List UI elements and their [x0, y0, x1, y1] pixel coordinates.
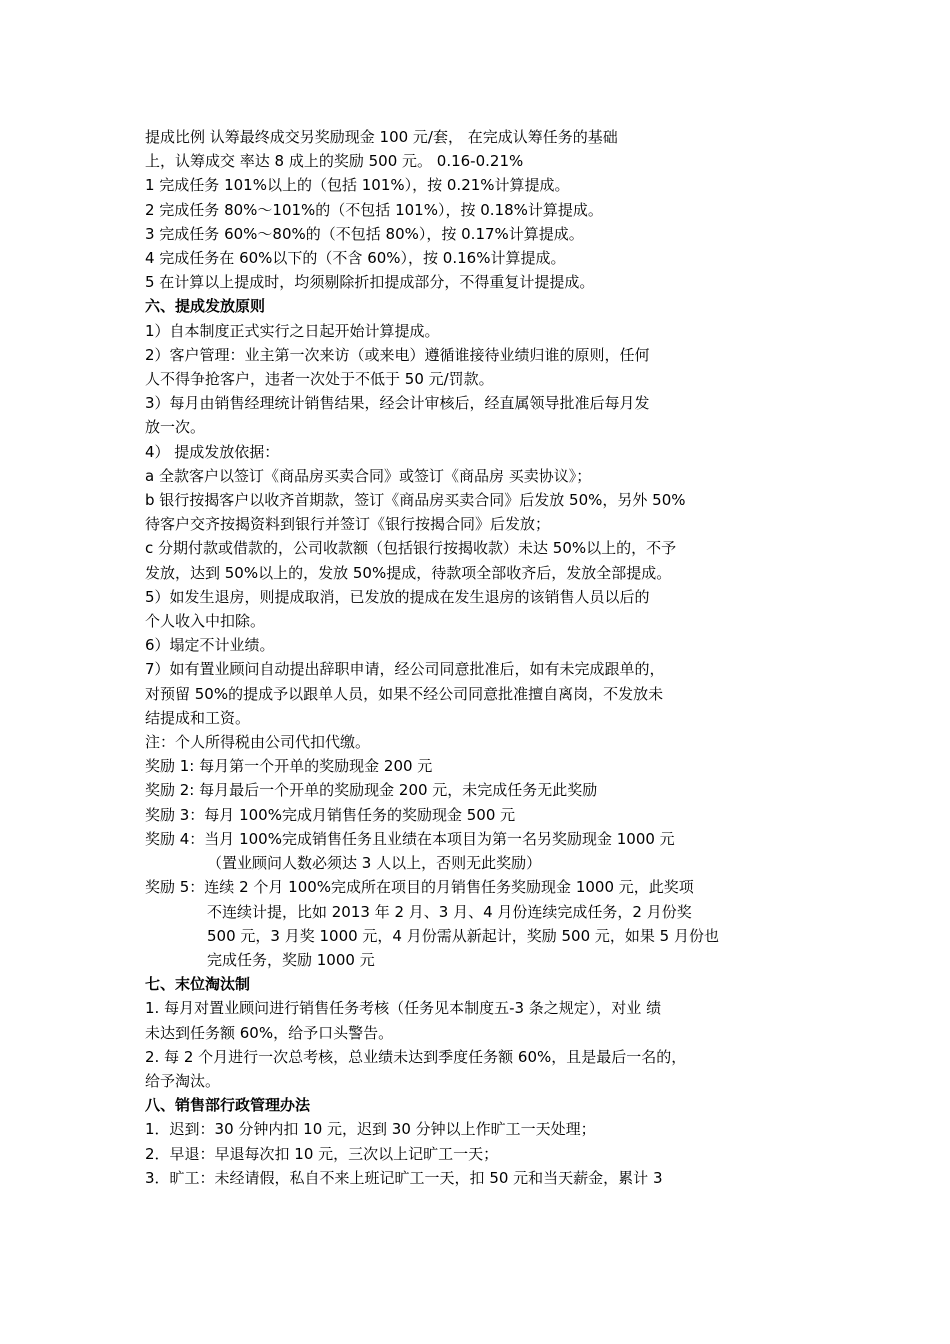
rule-2-cont: 人不得争抢客户，违者一次处于不低于 50 元/罚款。	[145, 370, 494, 389]
rule-3-cont: 放一次。	[145, 418, 206, 437]
reward-4: 奖励 4：当月 100%完成销售任务且业绩在本项目为第一名另奖励现金 1000 元	[145, 829, 675, 848]
rule-1: 1）自本制度正式实行之日起开始计算提成。	[145, 321, 440, 340]
admin-late: 1．迟到：30 分钟内扣 10 元，迟到 30 分钟以上作旷工一天处理；	[145, 1120, 596, 1139]
tier-2: 2 完成任务 80%～101%的（不包括 101%），按 0.18%计算提成。	[145, 200, 603, 219]
tier-4: 4 完成任务在 60%以下的（不含 60%），按 0.16%计算提成。	[145, 249, 566, 268]
rule-4: 4） 提成发放依据：	[145, 442, 280, 461]
reward-5-cont-3: 完成任务，奖励 1000 元	[207, 950, 375, 969]
reward-2: 奖励 2: 每月最后一个开单的奖励现金 200 元，未完成任务无此奖励	[145, 781, 598, 800]
rule-4-a: a 全款客户以签订《商品房买卖合同》或签订《商品房 买卖协议》；	[145, 466, 592, 485]
section-heading-6: 六、提成发放原则	[145, 297, 266, 316]
elimination-2: 2. 每 2 个月进行一次总考核，总业绩未达到季度任务额 60%，且是最后一名的，	[145, 1047, 687, 1066]
tier-3: 3 完成任务 60%～80%的（不包括 80%），按 0.17%计算提成。	[145, 224, 584, 243]
admin-early-leave: 2．早退：早退每次扣 10 元，三次以上记旷工一天；	[145, 1144, 499, 1163]
tier-1: 1 完成任务 101%以上的（包括 101%），按 0.21%计算提成。	[145, 176, 570, 195]
rule-3: 3）每月由销售经理统计销售结果，经会计审核后，经直属领导批准后每月发	[145, 394, 650, 413]
rule-4-b-cont: 待客户交齐按揭资料到银行并签订《银行按揭合同》后发放；	[145, 515, 551, 534]
reward-5: 奖励 5：连续 2 个月 100%完成所在项目的月销售任务奖励现金 1000 元，此奖项	[145, 878, 694, 897]
reward-1: 奖励 1: 每月第一个开单的奖励现金 200 元	[145, 757, 433, 776]
reward-5-cont-2: 500 元，3 月奖 1000 元，4 月份需从新起计，奖励 500 元，如果 5 月份也	[207, 926, 719, 945]
section-heading-7: 七、末位淘汰制	[145, 975, 251, 994]
rule-6: 6）塌定不计业绩。	[145, 636, 275, 655]
elimination-2-cont: 给予淘汰。	[145, 1071, 221, 1090]
commission-ratio-line-cont: 上，认筹成交 率达 8 成上的奖励 500 元。 0.16-0.21%	[145, 152, 524, 171]
reward-5-cont-1: 不连续计提，比如 2013 年 2 月、3 月、4 月份连续完成任务，2 月份奖	[207, 902, 692, 921]
rule-4-c: c 分期付款或借款的，公司收款额（包括银行按揭收款）未达 50%以上的，不予	[145, 539, 677, 558]
rule-5: 5）如发生退房，则提成取消，已发放的提成在发生退房的该销售人员以后的	[145, 587, 650, 606]
tax-note: 注：个人所得税由公司代扣代缴。	[145, 733, 371, 752]
rule-2: 2）客户管理：业主第一次来访（或来电）遵循谁接待业绩归谁的原则，任何	[145, 345, 650, 364]
rule-4-b: b 银行按揭客户以收齐首期款，签订《商品房买卖合同》后发放 50%，另外 50%	[145, 491, 686, 510]
tier-5: 5 在计算以上提成时，均须剔除折扣提成部分，不得重复计提提成。	[145, 273, 595, 292]
admin-absence: 3．旷工：未经请假，私自不来上班记旷工一天，扣 50 元和当天薪金，累计 3	[145, 1168, 663, 1187]
commission-ratio-line: 提成比例 认筹最终成交另奖励现金 100 元/套， 在完成认筹任务的基础	[145, 128, 618, 146]
rule-7-cont-2: 结提成和工资。	[145, 708, 251, 727]
elimination-1-cont: 未达到任务额 60%，给予口头警告。	[145, 1023, 394, 1042]
rule-5-cont: 个人收入中扣除。	[145, 612, 266, 631]
reward-3: 奖励 3：每月 100%完成月销售任务的奖励现金 500 元	[145, 805, 516, 824]
elimination-1: 1. 每月对置业顾问进行销售任务考核（任务见本制度五-3 条之规定），对业 绩	[145, 999, 662, 1018]
rule-4-c-cont: 发放，达到 50%以上的，发放 50%提成，待款项全部收齐后，发放全部提成。	[145, 563, 672, 582]
rule-7-cont: 对预留 50%的提成予以跟单人员，如果不经公司同意批准擅自离岗，不发放未	[145, 684, 664, 703]
reward-4-cont: （置业顾问人数必须达 3 人以上，否则无此奖励）	[207, 854, 542, 873]
section-heading-8: 八、销售部行政管理办法	[145, 1096, 311, 1115]
rule-7: 7）如有置业顾问自动提出辞职申请，经公司同意批准后，如有未完成跟单的，	[145, 660, 665, 679]
